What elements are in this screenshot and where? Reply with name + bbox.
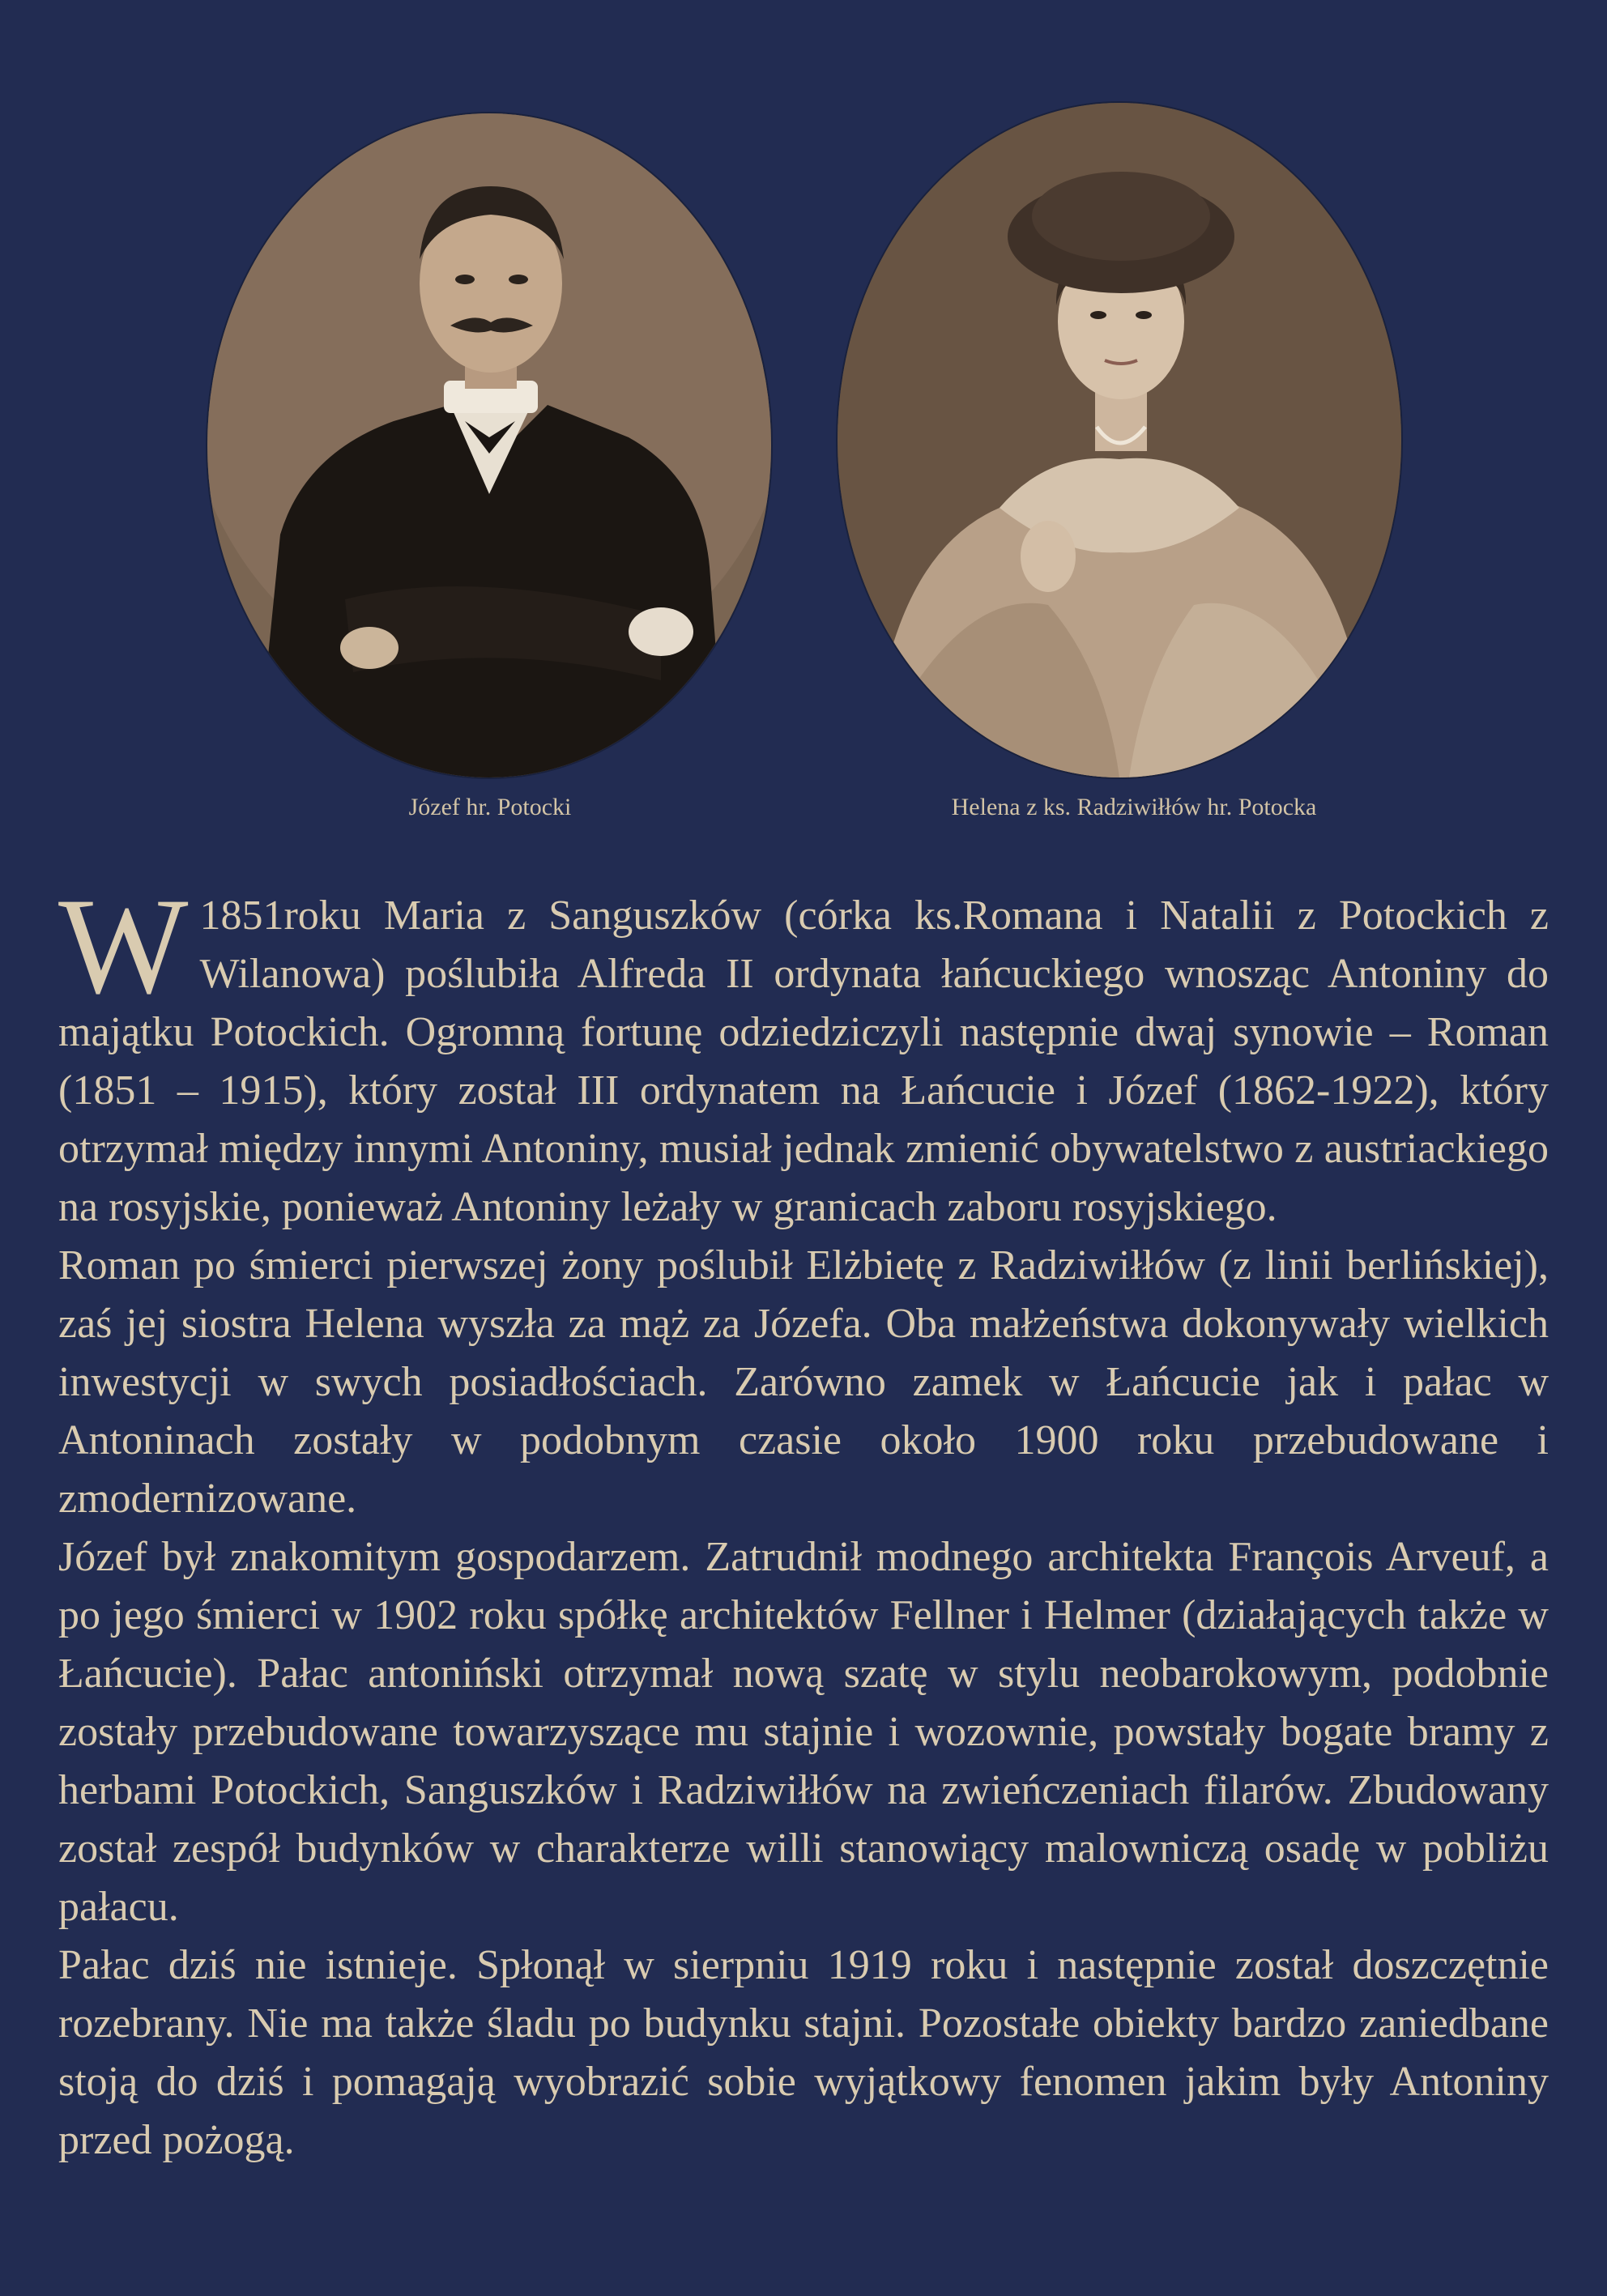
portrait-woman-image bbox=[838, 103, 1401, 777]
article-body bbox=[58, 870, 1549, 2170]
portrait-helena-potocka bbox=[838, 103, 1401, 777]
portrait-caption: Helena z ks. Radziwiłłów hr. Potocka bbox=[951, 794, 1317, 820]
portrait-caption: Józef hr. Potocki bbox=[408, 794, 572, 820]
paragraph: Roman po śmierci pierwszej żony poślubił Elżbietę z Radziwiłłów (z linii berlińskiej), zaś jej siostra Helena wyszła za mąż za Józefa. Oba małżeństwa dokonywały wielkich inwestycji w swych posiadłościach. Zarówno zamek w Łańcucie jak i pałac w Antoninach zostały w podobnym czasie około 1900 roku przebudowane i zmodernizowane. bbox=[58, 1242, 1549, 1522]
paragraph: Pałac dziś nie istnieje. Spłonął w sierpniu 1919 roku i następnie został doszczętnie rozebrany. Nie ma także śladu po budynku stajni. Pozostałe obiekty bardzo zaniedbane stoją do dziś i pomagają wyobrazić sobie wyjątkowy fenomen jakim były Antoniny przed pożogą. bbox=[58, 1942, 1549, 2163]
paragraph bbox=[58, 870, 1549, 1237]
paragraph: Józef był znakomitym gospodarzem. Zatrudnił modnego architekta François Arveuf, a po jego śmierci w 1902 roku spółkę architektów Fellner i Helmer (działających także w Łańcucie). Pałac antoniński otrzymał nową szatę w stylu neobarokowym, podobnie zostały przebudowane towarzyszące mu stajnie i wozownie, powstały bogate bramy z herbami Potockich, Sanguszków i Radziwiłłów na zwieńczeniach filarów. Zbudowany został zespół budynków w charakterze willi stanowiący malowniczą osadę w pobliżu pałacu. bbox=[58, 1534, 1549, 1930]
portrait-jozef-potocki bbox=[207, 113, 771, 777]
portrait-man-image bbox=[207, 113, 771, 777]
drop-cap: W bbox=[58, 870, 189, 1022]
paragraph-text: 1851roku Maria z Sanguszków (córka ks.Romana i Natalii z Potockich z Wilanowa) poślubiła Alfreda II ordynata łańcuckiego wnosząc Antoniny do majątku Potockich. Ogromną fortunę odziedziczyli następnie dwaj synowie – Roman (1851 – 1915), który został III ordynatem na Łańcucie i Józef (1862-1922), który otrzymał między innymi Antoniny, musiał jednak zmienić obywatelstwo z austriackiego na rosyjskie, ponieważ Antoniny leżały w granicach zaboru rosyjskiego. bbox=[58, 892, 1549, 1230]
